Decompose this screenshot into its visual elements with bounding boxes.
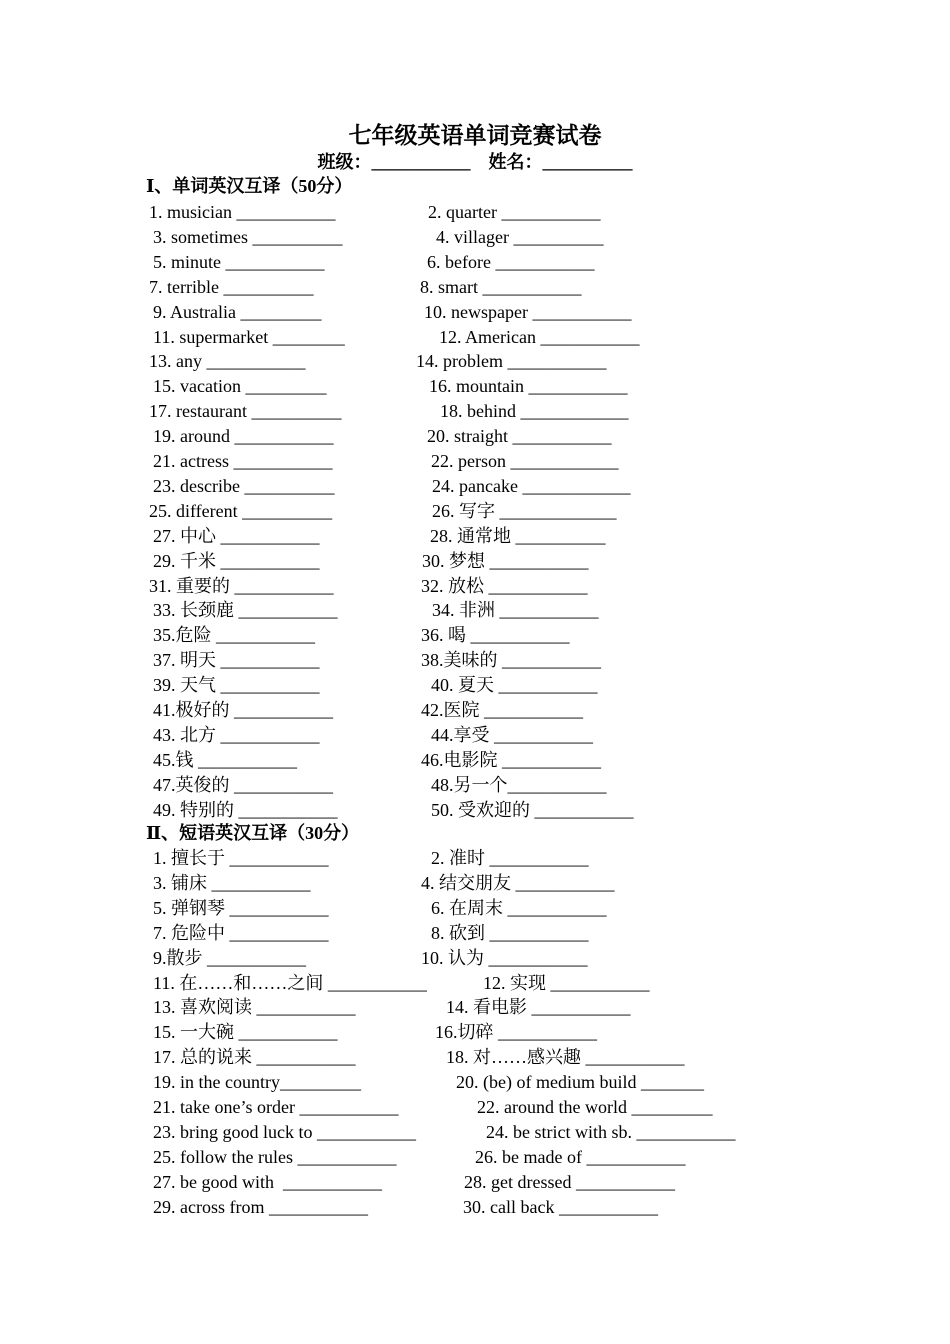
section-1-item-29: 29. 千米 ___________	[153, 550, 320, 571]
section-2-item-2: 2. 准时 ___________	[431, 848, 589, 868]
section-1-item-45: 45.钱 ___________	[153, 749, 297, 770]
section-1-item-21: 21. actress ___________	[153, 451, 333, 471]
section-1-item-39: 39. 天气 ___________	[153, 675, 320, 696]
section-1-item-3: 3. sometimes __________	[153, 226, 343, 247]
section-1-item-30: 30. 梦想 ___________	[422, 550, 589, 571]
section-1-item-13: 13. any ___________	[149, 351, 306, 372]
section-1-item-31: 31. 重要的 ___________	[149, 575, 334, 596]
section-1-item-40: 40. 夏天 ___________	[431, 675, 598, 696]
section-2-item-1: 1. 擅长于 ___________	[153, 848, 329, 868]
section-1-item-24: 24. pancake ____________	[432, 475, 631, 496]
section-1-item-28: 28. 通常地 __________	[430, 525, 606, 546]
section-1-item-9: 9. Australia _________	[153, 301, 322, 322]
section-1-item-15: 15. vacation _________	[153, 376, 327, 397]
section-1-item-7: 7. terrible __________	[149, 276, 314, 297]
section-2-item-24: 24. be strict with sb. ___________	[486, 1121, 736, 1142]
section-1-item-19: 19. around ___________	[153, 426, 334, 447]
section-1-heading: Ⅰ、单词英汉互译（50分）	[146, 176, 353, 196]
section-1-item-5: 5. minute ___________	[153, 251, 325, 272]
section-1-item-35: 35.危险 ___________	[153, 625, 315, 646]
class-name-line: 班级：___________ 姓名：__________	[317, 152, 633, 172]
section-2-item-28: 28. get dressed ___________	[464, 1171, 675, 1192]
section-1-item-12: 12. American ___________	[439, 326, 640, 347]
section-1-item-44: 44.享受 ___________	[431, 724, 593, 745]
section-2-item-26: 26. be made of ___________	[475, 1146, 686, 1167]
section-2-item-6: 6. 在周末 ___________	[431, 897, 607, 918]
section-1-item-23: 23. describe __________	[153, 475, 335, 496]
section-2-item-3: 3. 铺床 ___________	[153, 872, 311, 893]
section-2-item-27: 27. be good with ___________	[153, 1171, 382, 1192]
section-1-item-1: 1. musician ___________	[149, 202, 336, 222]
section-1-item-8: 8. smart ___________	[420, 276, 582, 297]
section-2-item-7: 7. 危险中 ___________	[153, 922, 329, 943]
section-1-item-34: 34. 非洲 ___________	[432, 600, 599, 621]
section-2-item-8: 8. 砍到 ___________	[431, 922, 589, 943]
section-2-item-9: 9.散步 ___________	[153, 947, 306, 968]
section-2-item-12: 12. 实现 ___________	[483, 972, 650, 993]
section-1-item-4: 4. villager __________	[436, 226, 604, 247]
section-2-item-13: 13. 喜欢阅读 ___________	[153, 997, 356, 1018]
section-1-item-11: 11. supermarket ________	[153, 326, 345, 347]
section-1-item-42: 42.医院 ___________	[421, 700, 583, 720]
section-1-item-41: 41.极好的 ___________	[153, 700, 333, 720]
section-1-item-14: 14. problem ___________	[416, 351, 607, 372]
section-2-item-18: 18. 对……感兴趣 ___________	[446, 1047, 685, 1068]
page-title: 七年级英语单词竞赛试卷	[348, 123, 602, 148]
section-2-item-29: 29. across from ___________	[153, 1196, 368, 1217]
section-2-item-19: 19. in the country_________	[153, 1072, 361, 1093]
section-2-item-16: 16.切碎 ___________	[435, 1022, 597, 1043]
section-1-item-26: 26. 写字 _____________	[432, 500, 617, 521]
section-1-item-25: 25. different __________	[149, 500, 333, 521]
section-1-item-6: 6. before ___________	[427, 251, 595, 272]
section-2-item-14: 14. 看电影 ___________	[446, 997, 631, 1018]
section-2-item-4: 4. 结交朋友 ___________	[421, 872, 615, 893]
section-1-item-49: 49. 特别的 ___________	[153, 799, 338, 820]
section-2-item-30: 30. call back ___________	[463, 1196, 658, 1217]
section-1-item-43: 43. 北方 ___________	[153, 724, 320, 745]
section-1-item-2: 2. quarter ___________	[428, 202, 601, 222]
section-1-item-38: 38.美味的 ___________	[421, 650, 601, 671]
section-2-item-15: 15. 一大碗 ___________	[153, 1022, 338, 1043]
section-1-item-18: 18. behind ____________	[440, 401, 629, 422]
section-2-item-25: 25. follow the rules ___________	[153, 1146, 397, 1167]
section-2-item-23: 23. bring good luck to ___________	[153, 1121, 416, 1142]
section-1-item-20: 20. straight ___________	[427, 426, 612, 447]
section-1-item-50: 50. 受欢迎的 ___________	[431, 799, 634, 820]
section-1-item-32: 32. 放松 ___________	[421, 575, 588, 596]
section-2-item-21: 21. take one’s order ___________	[153, 1097, 399, 1117]
section-2-heading: Ⅱ、短语英汉互译（30分）	[146, 823, 360, 843]
section-1-item-27: 27. 中心 ___________	[153, 525, 320, 546]
section-1-item-33: 33. 长颈鹿 ___________	[153, 600, 338, 621]
section-2-item-10: 10. 认为 ___________	[421, 947, 588, 968]
section-1-item-17: 17. restaurant __________	[149, 401, 342, 422]
section-1-item-16: 16. mountain ___________	[429, 376, 628, 397]
section-2-item-5: 5. 弹钢琴 ___________	[153, 897, 329, 918]
section-1-item-10: 10. newspaper ___________	[424, 301, 632, 322]
section-1-item-22: 22. person ____________	[431, 451, 619, 471]
section-1-item-46: 46.电影院 ___________	[421, 749, 601, 770]
section-1-item-36: 36. 喝 ___________	[421, 625, 570, 646]
section-2-item-17: 17. 总的说来 ___________	[153, 1047, 356, 1068]
section-2-item-22: 22. around the world _________	[477, 1097, 713, 1117]
section-1-item-37: 37. 明天 ___________	[153, 650, 320, 671]
section-1-item-47: 47.英俊的 ___________	[153, 774, 333, 795]
section-2-item-11: 11. 在……和……之间 ___________	[153, 972, 427, 993]
section-2-item-20: 20. (be) of medium build _______	[456, 1072, 704, 1093]
section-1-item-48: 48.另一个___________	[431, 774, 607, 795]
